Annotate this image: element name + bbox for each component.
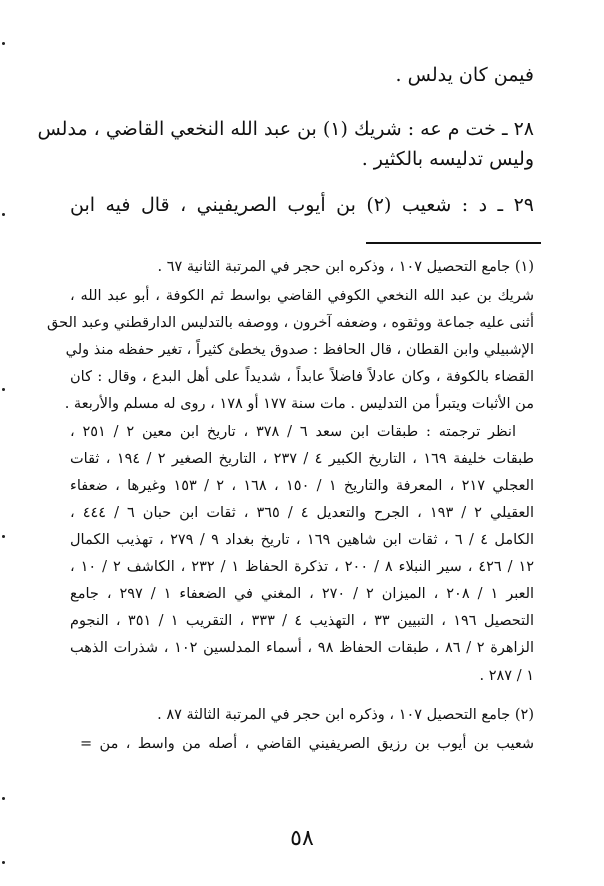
footnote-line: العبر ١ / ٢٠٨ ، الميزان ٢ / ٢٧٠ ، المغني في الضعفاء ١ / ٢٩٧ ، جامع (70, 586, 535, 602)
footnote-line: الزاهرة ٢ / ٨٦ ، طبقات الحفاظ ٩٨ ، أسماء المدلسين ١٠٢ ، شذرات الذهب (70, 640, 534, 656)
footnote-1-citation: (١) جامع التحصيل ١٠٧ ، وذكره ابن حجر في المرتبة الثانية ٦٧ . (157, 259, 534, 275)
footnote-line: العجلي ٢١٧ ، المعرفة والتاريخ ١ / ١٥٠ ، ١٦٨ ، ٢ / ١٥٣ وغيرها ، ضعفاء (70, 478, 535, 494)
footnote-line: أثنى عليه جماعة ووثقوه ، وضعفه آخرون ، ووصفه بالتدليس الدارقطني وعبد الحق (47, 315, 534, 331)
footnote-line: طبقات خليفة ١٦٩ ، التاريخ الكبير ٤ / ٢٣٧ ، التاريخ الصغير ٢ / ١٩٤ ، ثقات (70, 451, 534, 467)
scan-speck (2, 861, 5, 864)
scan-speck (2, 535, 5, 538)
main-text-line-1: فيمن كان يدلس . (395, 64, 534, 86)
footnote-line: شريك بن عبد الله النخعي الكوفي القاضي بواسط ثم الكوفة ، أبو عبد الله ، (70, 288, 534, 304)
footnote-line: الإشبيلي وابن القطان ، قال الحافظ : صدوق يخطئ كثيراً ، تغير حفظه منذ ولي (65, 342, 534, 358)
scan-speck (2, 388, 5, 391)
footnote-line: شعيب بن أيوب بن رزيق الصريفيني القاضي ، أصله من واسط ، من = (80, 736, 534, 752)
footnote-line: الكامل ٤ / ٦ ، ثقات ابن شاهين ١٦٩ ، تاريخ بغداد ٩ / ٢٧٩ ، تهذيب الكمال (70, 532, 534, 548)
footnote-line: العقيلي ٢ / ١٩٣ ، الجرح والتعديل ٤ / ٣٦٥ ، ثقات ابن حبان ٦ / ٤٤٤ ، (70, 505, 535, 521)
main-text-line-4: ٢٩ ـ د : شعيب (٢) بن أيوب الصريفيني ، قال فيه ابن (70, 194, 534, 216)
scan-speck (2, 42, 5, 45)
footnote-line: من الأثبات ويتبرأ من التدليس . مات سنة ١٧٧ أو ١٧٨ ، روى له مسلم والأربعة . (64, 396, 534, 412)
main-text-line-3: وليس تدليسه بالكثير . (361, 148, 534, 170)
footnote-line: القضاء بالكوفة ، وكان عادلاً فاضلاً عابداً ، شديداً على أهل البدع ، وقال : كان (70, 369, 534, 385)
footnote-line: التحصيل ١٩٦ ، التبيين ٣٣ ، التهذيب ٤ / ٣٣٣ ، التقريب ١ / ٣٥١ ، النجوم (70, 613, 534, 629)
scan-speck (2, 797, 5, 800)
footnote-line: ١٢ / ٤٢٦ ، سير النبلاء ٨ / ٢٠٠ ، تذكرة الحفاظ ١ / ٢٣٢ ، الكاشف ٢ / ١٠ ، (70, 559, 535, 575)
scan-speck (2, 213, 5, 216)
page-number: ٥٨ (290, 826, 314, 851)
footnote-line: انظر ترجمته : طبقات ابن سعد ٦ / ٣٧٨ ، تاريخ ابن معين ٢ / ٢٥١ ، (70, 424, 516, 440)
main-text-line-2: ٢٨ ـ خت م عه : شريك (١) بن عبد الله النخعي القاضي ، مدلس (37, 118, 534, 140)
footnote-line: ١ / ٢٨٧ . (479, 668, 534, 684)
footnote-2-citation: (٢) جامع التحصيل ١٠٧ ، وذكره ابن حجر في المرتبة الثالثة ٨٧ . (157, 707, 534, 723)
footnote-separator (366, 242, 541, 244)
